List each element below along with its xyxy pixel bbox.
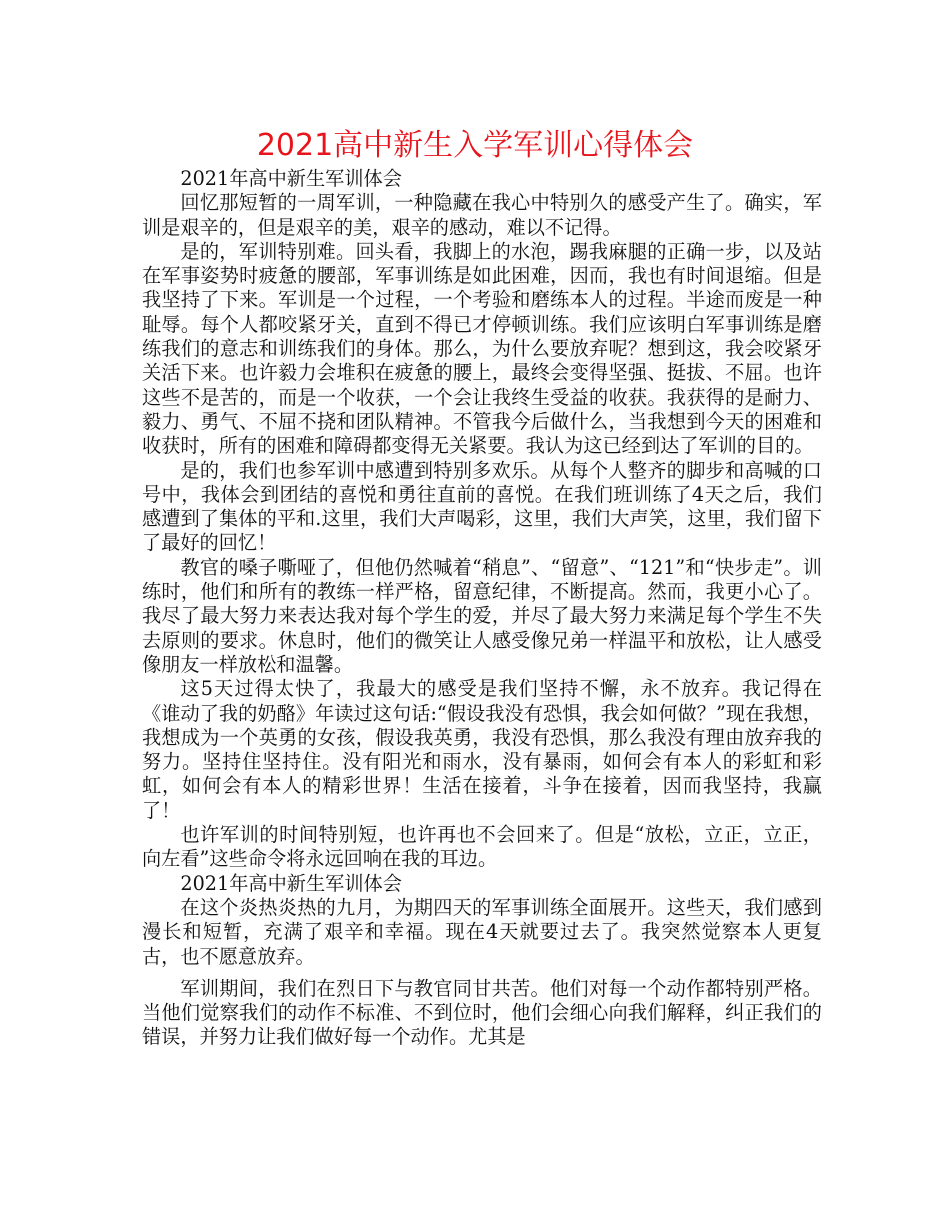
paragraph-4: 教官的嗓子嘶哑了，但他仍然喊着“稍息”、“留意”、“121”和“快步走”。训练时，他们和所有的教练一样严格，留意纪律，不断提高。然而，我更小心了。我尽了最大努力来表达我对每个学生的爱，并尽了最大努力来满足每个学生不失去原则的要求。休息时，他们的微笑让人感受像兄弟一样温平和放松，让人感受像朋友一样放松和温馨。 xyxy=(142,555,822,676)
section-heading-1: 2021年高中新生军训体会 xyxy=(180,167,402,190)
paragraph-8: 军训期间，我们在烈日下与教官同甘共苦。他们对每一个动作都特别严格。当他们觉察我们的动作不标准、不到位时，他们会细心向我们解释，纠正我们的错误，并努力让我们做好每一个动作。尤其是 xyxy=(142,976,822,1049)
document-title: 2021高中新生入学军训心得体会 xyxy=(256,128,694,163)
paragraph-7: 在这个炎热炎热的九月，为期四天的军事训练全面展开。这些天，我们感到漫长和短暂，充满了艰辛和幸福。现在4天就要过去了。我突然觉察本人更复古，也不愿意放弃。 xyxy=(142,895,822,968)
paragraph-6: 也许军训的时间特别短，也许再也不会回来了。但是“放松，立正，立正，向左看”这些命令将永远回响在我的耳边。 xyxy=(142,823,822,871)
paragraph-2: 是的，军训特别难。回头看，我脚上的水泡，踢我麻腿的正确一步，以及站在军事姿势时疲惫的腰部，军事训练是如此困难，因而，我也有时间退缩。但是我坚持了下来。军训是一个过程，一个考验和磨练本人的过程。半途而废是一种耻辱。每个人都咬紧牙关，直到不得已才停顿训练。我们应该明白军事训练是磨练我们的意志和训练我们的身体。那么，为什么要放弃呢？想到这，我会咬紧牙关活下来。也许毅力会堆积在疲惫的腰上，最终会变得坚强、挺拔、不屈。也许这些不是苦的，而是一个收获，一个会让我终生受益的收获。我获得的是耐力、毅力、勇气、不屈不挠和团队精神。不管我今后做什么，当我想到今天的困难和收获时，所有的困难和障碍都变得无关紧要。我认为这已经到达了军训的目的。 xyxy=(142,239,822,458)
paragraph-1: 回忆那短暂的一周军训，一种隐藏在我心中特别久的感受产生了。确实，军训是艰辛的，但是艰辛的美，艰辛的感动，难以不记得。 xyxy=(142,191,822,239)
paragraph-5: 这5天过得太快了，我最大的感受是我们坚持不懈，永不放弃。我记得在《谁动了我的奶酪》年读过这句话:“假设我没有恐惧，我会如何做？”现在我想，我想成为一个英勇的女孩，假设我英勇，我没有恐惧，那么我没有理由放弃我的努力。坚持住坚持住。没有阳光和雨水，没有暴雨，如何会有本人的彩虹和彩虹，如何会有本人的精彩世界！生活在接着，斗争在接着，因而我坚持，我赢了！ xyxy=(142,677,822,822)
paragraph-3: 是的，我们也参军训中感遭到特别多欢乐。从每个人整齐的脚步和高喊的口号中，我体会到团结的喜悦和勇往直前的喜悦。在我们班训练了4天之后，我们感遭到了集体的平和.这里，我们大声喝彩，这里，我们大声笑，这里，我们留下了最好的回忆！ xyxy=(142,458,822,555)
document-body xyxy=(142,167,822,1050)
section-heading-2: 2021年高中新生军训体会 xyxy=(180,871,402,895)
